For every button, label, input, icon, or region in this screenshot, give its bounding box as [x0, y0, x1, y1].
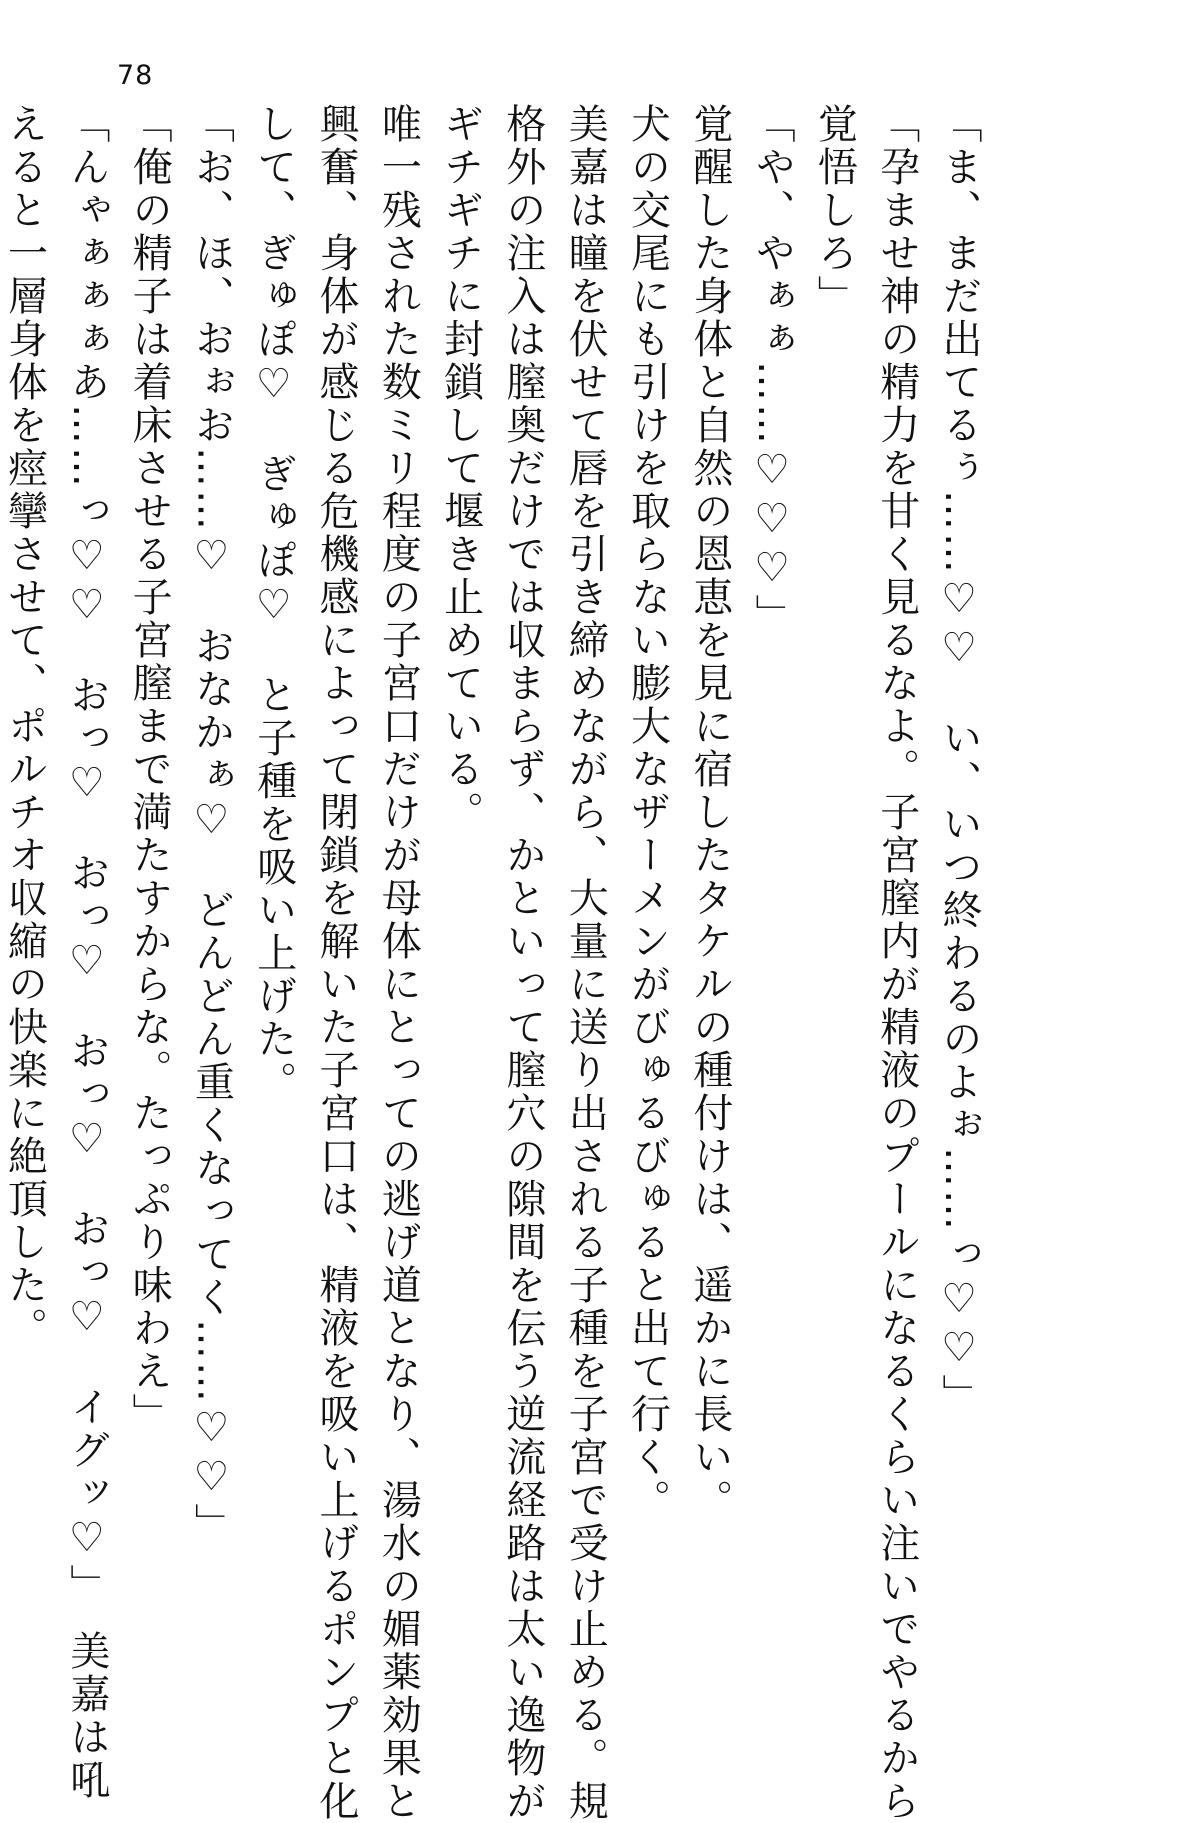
text-line: 「や、やぁぁ……♡♡♡」 [749, 103, 796, 637]
text-line: 「ま、まだ出てるぅ……♡♡ い、いつ終わるのよぉ……っ♡♡」 [936, 103, 982, 1417]
page-number: 78 [117, 60, 154, 91]
text-line: 「孕ませ神の精力を甘く見るなよ。子宮膣内が精液のプールになるくらい注いでやるから [873, 103, 920, 1823]
text-line: 唯一残された数ミリ程度の子宮口だけが母体にとっての逃げ道となり、湯水の媚薬効果と [375, 103, 422, 1823]
text-line: して、ぎゅぽ♡ ぎゅぽ♡ と子種を吸い上げた。 [250, 103, 297, 1104]
text-line: ギチギチに封鎖して堰き止めている。 [437, 103, 484, 834]
text-line: 犬の交尾にも引けを取らない膨大なザーメンがびゅるびゅると出て行く。 [624, 103, 671, 1522]
text-line: 「んゃぁぁぁあ……っ♡♡ おっ♡ おっ♡ おっ♡ おっ♡ イグッ♡」 美嘉は吼 [63, 103, 110, 1802]
text-line: 「俺の精子は着床させる子宮膣まで満たすからな。たっぷり味わえ」 [126, 103, 173, 1436]
text-line: 覚醒した身体と自然の恩恵を見に宿したタケルの種付けは、遥かに長い。 [686, 103, 733, 1522]
text-line: えると一層身体を痙攣させて、ポルチオ収縮の快楽に絶頂した。 [1, 103, 48, 1350]
text-line: 「お、ほ、おぉお……♡ おなかぁ♡ どんどん重くなってく……♡♡」 [188, 103, 235, 1546]
text-line: 美嘉は瞳を伏せて唇を引き締めながら、大量に送り出される子種を子宮で受け止める。規 [562, 103, 609, 1823]
text-line: 興奮、身体が感じる危機感によって閉鎖を解いた子宮口は、精液を吸い上げるポンプと化 [313, 103, 360, 1823]
text-line: 格外の注入は膣奥だけでは収まらず、かといって膣穴の隙間を伝う逆流経路は太い逸物が [499, 103, 546, 1823]
text-line: 覚悟しろ」 [811, 103, 858, 318]
vertical-text-body [0, 103, 990, 1823]
